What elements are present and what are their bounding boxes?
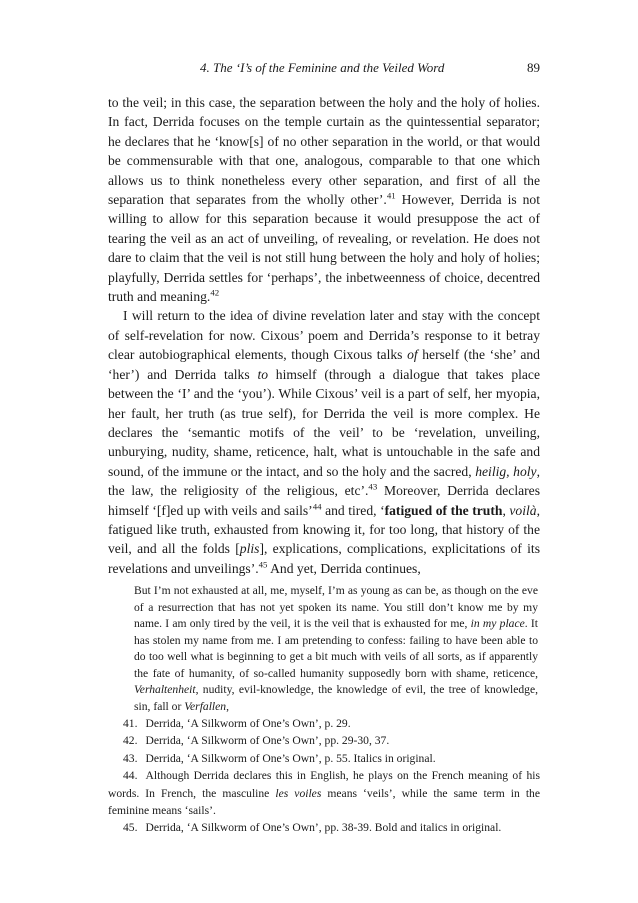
text-run: means ‘veils’, while the same term in the feminine means ‘sails’. [108, 786, 540, 818]
text-run: . It has stolen my name from me. I am pretending to confess: failing to have been able to do too well what is beginning to get a bit much with veils of all sorts, as if apparently the fate of humanity, of so-called humanity supposedly born with shame, reticence, [134, 617, 538, 680]
footnote-ref: 42 [210, 287, 220, 298]
text-run: to the veil; in this case, the separation between the holy and the holy of holies. In fact, Derrida focuses on the temple curtain as the quintessential separator; he declares that he ‘know[s] of no other separation in the world, or that would be commensurable with that one, analogous, comparable to that one which allows us to think nonetheless every other separation, and first of all the separation that separates from the wholly other’. [108, 95, 540, 208]
footnote-number: 43. [123, 751, 138, 765]
italic-run: heilig, holy [475, 463, 537, 479]
footnote-43 [108, 750, 540, 767]
block-quote-text [134, 583, 538, 715]
italic-run: les voiles [275, 786, 322, 800]
italic-run: plis [239, 541, 260, 557]
bold-run: fatigued of the truth [384, 502, 503, 518]
text-run: But I’m not exhausted at all, me, myself, I’m as young as can be, as though on the eve of a resurrection that has not yet spoken its name. You still don’t know me by my name. I am only tired by the veil, it is the veil that is exhausted for me, [134, 584, 538, 630]
italic-run: in my place [470, 617, 525, 630]
text-run: herself (the ‘she’ and ‘her’) and Derrida talks [108, 347, 540, 382]
text-run: However, Derrida is not willing to allow for this separation because it would presuppose the act of tearing the veil as an act of unveiling, of revealing, or revelation. He does not dare to claim that the veil is not still hung between the holy and holy of holies; playfully, Derrida settles for ‘perhaps’, the inbetweenness of choice, decentred truth and meaning. [108, 192, 540, 305]
footnote-number: 41. [123, 717, 138, 730]
italic-run: voilà [509, 502, 537, 518]
footnote-ref: 43 [368, 481, 378, 492]
footnotes [108, 715, 540, 837]
text-run: , [502, 502, 510, 518]
footnote-number: 44. [123, 769, 138, 783]
text-run: , the law, the religiosity of the religious, etc’. [108, 463, 540, 499]
footnote-41 [108, 715, 540, 732]
page-number: 89 [527, 60, 540, 75]
text-run: ], explications, complications, explicitations of its revelations and unveilings’. [108, 541, 540, 576]
text-run: Moreover, Derrida declares himself ‘[f]ed up with veils and sails’ [108, 483, 540, 518]
text-run: I will return to the idea of divine revelation later and stay with the concept of self-revelation for now. Cixous’ poem and Derrida’s response to it betray clear autobiographical elements, though Cixous talks [108, 308, 540, 363]
paragraph-2 [108, 306, 540, 578]
footnote-number: 42. [123, 734, 138, 748]
text-run: , [226, 699, 229, 713]
body-text [108, 93, 540, 578]
running-title: 4. The ‘I’s of the Feminine and the Veiled Word [200, 60, 445, 75]
text-run: Derrida, ‘A Silkworm of One’s Own’, p. 55. Italics in original. [145, 751, 436, 765]
footnote-ref: 45 [258, 559, 268, 570]
footnote-number: 45. [123, 821, 138, 835]
text-run: , fatigued like truth, exhausted from knowing it, for too long, that history of the veil, and all the folds [ [108, 502, 540, 557]
block-quote [134, 583, 538, 715]
italic-run: Verfallen [184, 699, 227, 713]
text-run: And yet, Derrida continues, [267, 560, 421, 576]
text-run: Although Derrida declares this in English, he plays on the French meaning of his words. In French, the masculine [108, 769, 540, 800]
text-run: Derrida, ‘A Silkworm of One’s Own’, p. 29. [145, 717, 351, 730]
footnote-45 [108, 819, 540, 836]
italic-run: of [407, 347, 418, 363]
running-header [108, 60, 540, 76]
footnote-ref: 44 [312, 501, 322, 511]
text-run: , nudity, evil-knowledge, the knowledge of evil, the tree of knowledge, sin, fall or [134, 683, 538, 713]
text-run: himself (through a dialogue that takes place between the ‘I’ and the ‘you’). While Cixous’ veil is a part of self, her myopia, her fault, her truth (as true self), for Derrida the veil is more complex. He declares the ‘semantic motifs of the veil’ to be ‘revelation, unveiling, unburying, nudity, shame, reticence, halt, what is untouchable in the safe and sound, of the immune or the intact, and so the holy and the sacred, [108, 366, 540, 479]
text-run: and tired, ‘ [321, 502, 385, 518]
footnote-42 [108, 732, 540, 749]
footnote-44 [108, 767, 540, 819]
italic-run: Verhaltenheit [134, 683, 196, 696]
text-run: Derrida, ‘A Silkworm of One’s Own’, pp. 29-30, 37. [145, 734, 390, 748]
italic-run: to [257, 366, 269, 382]
paragraph-1 [108, 93, 540, 306]
footnote-ref: 41 [386, 190, 396, 201]
text-run: Derrida, ‘A Silkworm of One’s Own’, pp. 38-39. Bold and italics in original. [145, 821, 502, 835]
